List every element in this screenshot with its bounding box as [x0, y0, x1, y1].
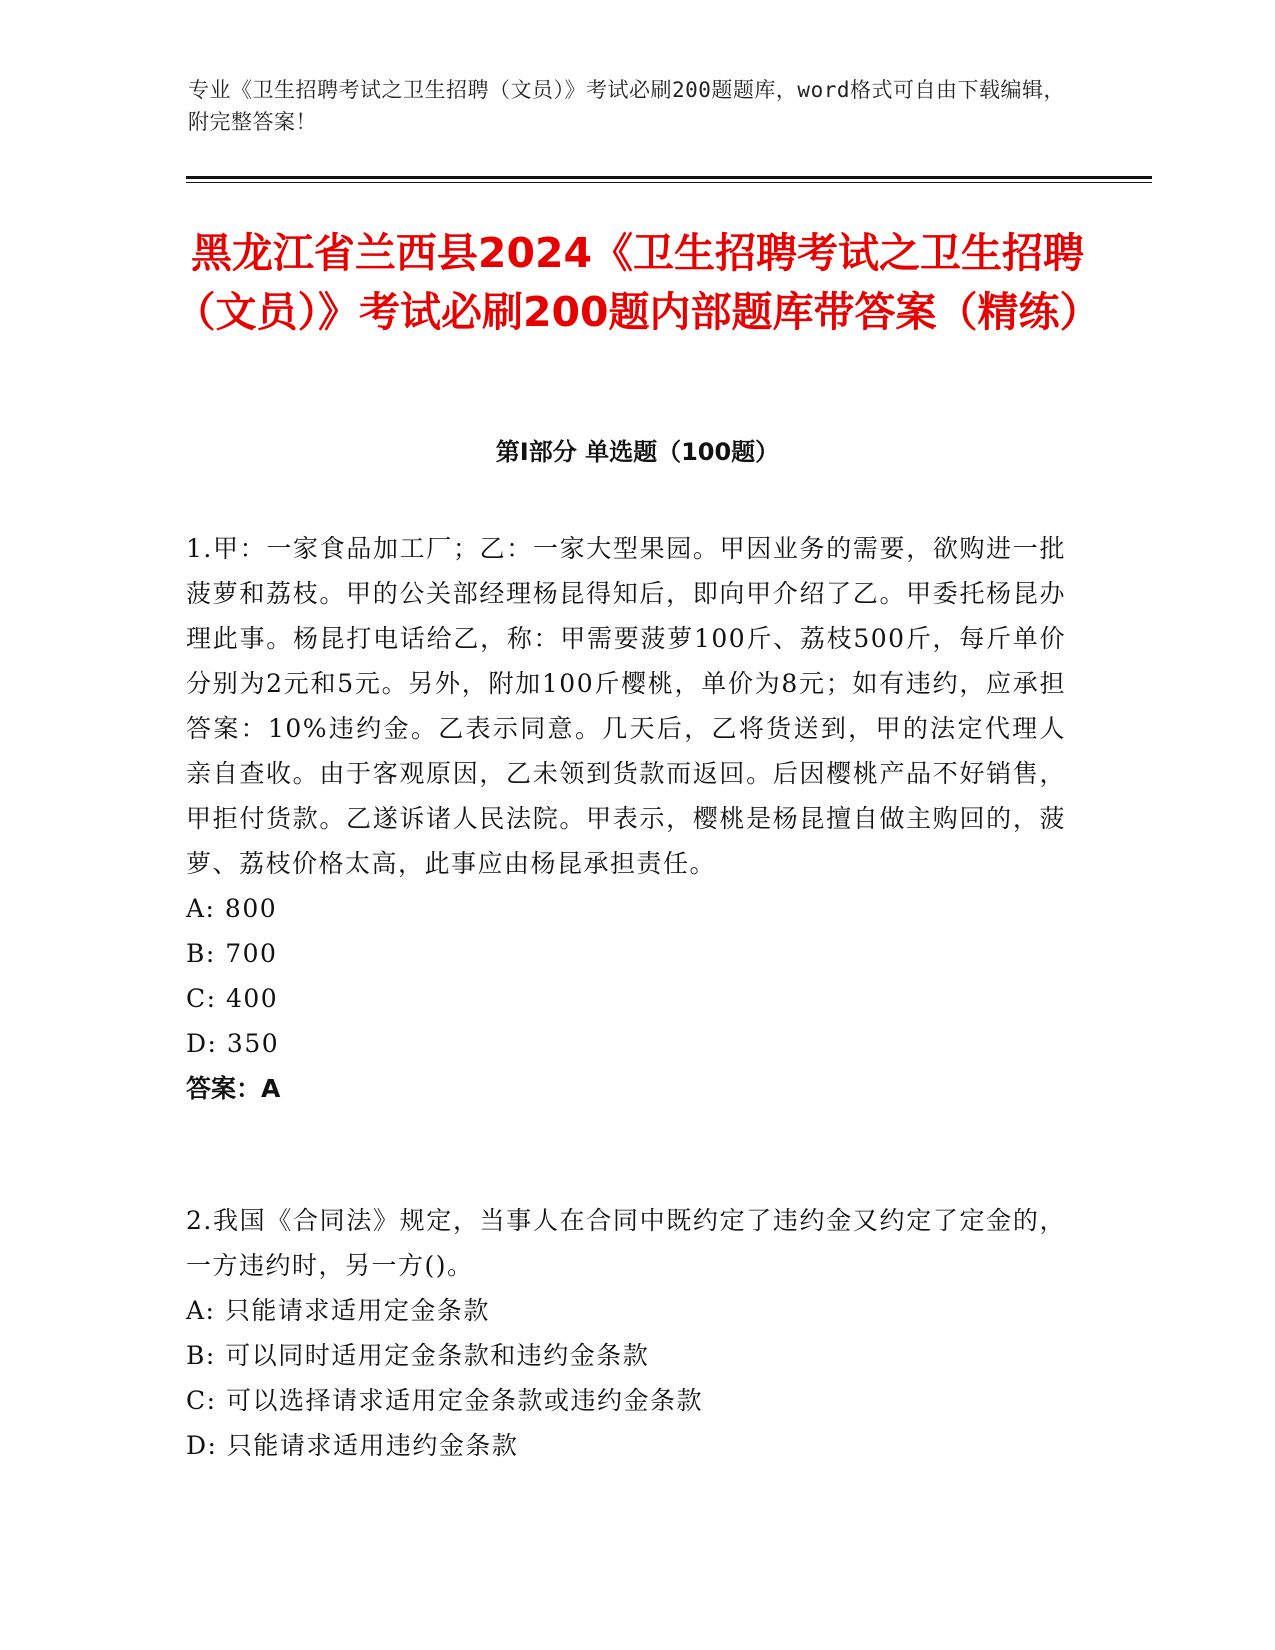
option-c: C: 400 — [186, 984, 279, 1013]
option-list — [186, 1288, 1066, 1468]
option-b: B: 700 — [186, 939, 278, 968]
question-stem: 2.我国《合同法》规定，当事人在合同中既约定了违约金又约定了定金的，一方违约时，另一方()。 — [186, 1206, 1066, 1280]
question-stem: 1.甲：一家食品加工厂；乙：一家大型果园。甲因业务的需要，欲购进一批菠萝和荔枝。甲的公关部经理杨昆得知后，即向甲介绍了乙。甲委托杨昆办理此事。杨昆打电话给乙，称：甲需要菠萝100斤、荔枝500斤，每斤单价分别为2元和5元。另外，附加100斤樱桃，单价为8元；如有违约，应承担答案：10%违约金。乙表示同意。几天后，乙将货送到，甲的法定代理人亲自查收。由于客观原因，乙未领到货款而返回。后因樱桃产品不好销售，甲拒付货款。乙遂诉诸人民法院。甲表示，樱桃是杨昆擅自做主购回的，菠萝、荔枝价格太高，此事应由杨昆承担责任。 — [186, 534, 1066, 878]
section-title: 第Ⅰ部分 单选题（100题） — [495, 438, 780, 466]
header-rule — [186, 176, 1152, 179]
option-b: B: 可以同时适用定金条款和违约金条款 — [186, 1341, 650, 1370]
option-a: A: 800 — [186, 894, 278, 923]
option-c: C: 可以选择请求适用定金条款或违约金条款 — [186, 1386, 703, 1415]
answer-label: 答案：A — [186, 1074, 281, 1103]
option-a: A: 只能请求适用定金条款 — [186, 1296, 490, 1325]
document-title: 黑龙江省兰西县2024《卫生招聘考试之卫生招聘（文员）》考试必刷200题内部题库带答案（精练） — [174, 229, 1101, 336]
option-d: D: 350 — [186, 1029, 280, 1058]
question-1 — [186, 526, 1066, 1111]
header-rule-thin — [186, 182, 1152, 183]
option-list — [186, 886, 1066, 1066]
option-d: D: 只能请求适用违约金条款 — [186, 1431, 519, 1460]
question-2 — [186, 1198, 1066, 1468]
header-note: 专业《卫生招聘考试之卫生招聘（文员）》考试必刷200题题库，word格式可自由下载编辑，附完整答案！ — [188, 78, 1065, 134]
